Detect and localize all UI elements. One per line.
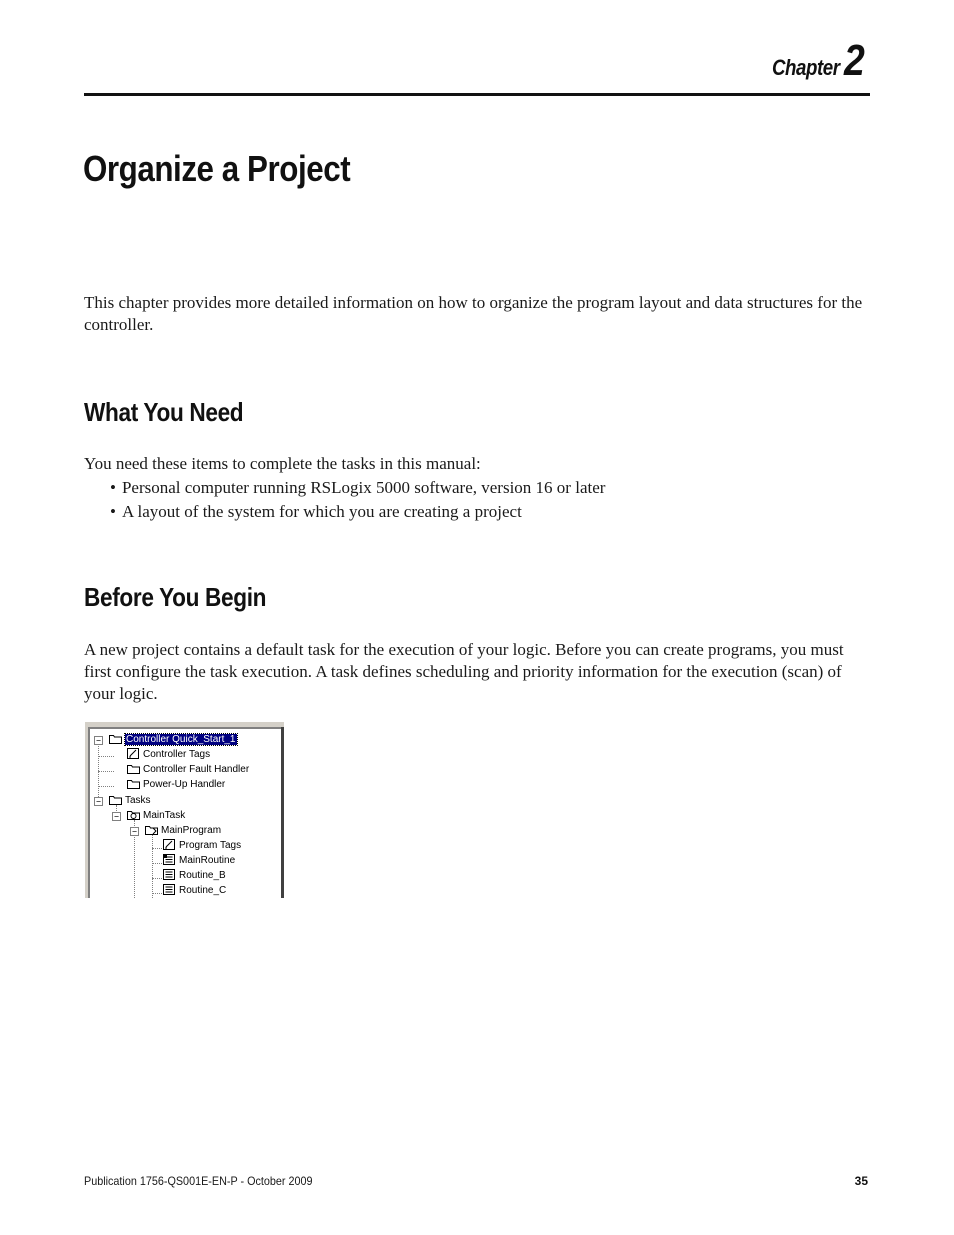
folder-icon <box>127 778 140 789</box>
folder-icon <box>109 794 122 805</box>
header-rule <box>84 93 870 96</box>
tree-item-controller-fault-handler[interactable]: Controller Fault Handler <box>127 762 249 777</box>
section-heading-before-you-begin: Before You Begin <box>84 582 267 612</box>
section-lead: You need these items to complete the tasks in this manual: <box>84 454 481 473</box>
tree-item-controller-tags[interactable]: Controller Tags <box>127 747 210 762</box>
tree-item-mainroutine[interactable]: MainRoutine <box>163 853 235 868</box>
tree-item-routine-b[interactable]: Routine_B <box>163 868 226 883</box>
list-item: • A layout of the system for which you are creating a project <box>110 500 605 524</box>
collapse-icon[interactable]: − <box>94 797 103 806</box>
tree-item-tasks[interactable]: Tasks <box>109 793 151 808</box>
tree-item-power-up-handler[interactable]: Power-Up Handler <box>127 777 225 792</box>
requirements-list <box>110 476 605 524</box>
tree-item-controller[interactable]: Controller Quick_Start_1 <box>109 732 237 747</box>
routine-icon <box>163 854 176 865</box>
tree-border <box>281 727 284 898</box>
page-title: Organize a Project <box>83 148 351 189</box>
chapter-label: Chapter <box>771 55 840 80</box>
section-heading-what-you-need: What You Need <box>84 397 244 427</box>
chapter-header <box>760 36 868 86</box>
page-number: 35 <box>854 1174 868 1188</box>
chapter-number: 2 <box>843 36 865 85</box>
task-icon <box>127 809 140 820</box>
tags-icon <box>163 839 176 850</box>
routine-icon <box>163 869 176 880</box>
collapse-icon[interactable]: − <box>130 827 139 836</box>
controller-organizer-screenshot <box>85 722 284 898</box>
tree-item-mainprogram[interactable]: MainProgram <box>145 823 221 838</box>
collapse-icon[interactable]: − <box>94 736 103 745</box>
folder-icon <box>109 733 122 744</box>
tree-item-routine-c[interactable]: Routine_C <box>163 883 226 898</box>
intro-paragraph: This chapter provides more detailed information on how to organize the program layout and data structures for the controller. <box>84 293 863 334</box>
tree-item-program-tags[interactable]: Program Tags <box>163 838 241 853</box>
project-tree <box>88 727 281 898</box>
tree-item-maintask[interactable]: MainTask <box>127 808 185 823</box>
tags-icon <box>127 748 140 759</box>
section-body: A new project contains a default task for the execution of your logic. Before you can create programs, you must first configure the task execution. A task defines scheduling and priority information for the execution (scan) of your logic. <box>84 640 844 703</box>
list-item: • Personal computer running RSLogix 5000 software, version 16 or later <box>110 476 605 500</box>
routine-icon <box>163 884 176 895</box>
collapse-icon[interactable]: − <box>112 812 121 821</box>
folder-icon <box>127 763 140 774</box>
footer-publication: Publication 1756-QS001E-EN-P - October 2009 <box>84 1174 313 1188</box>
program-icon <box>145 824 158 835</box>
